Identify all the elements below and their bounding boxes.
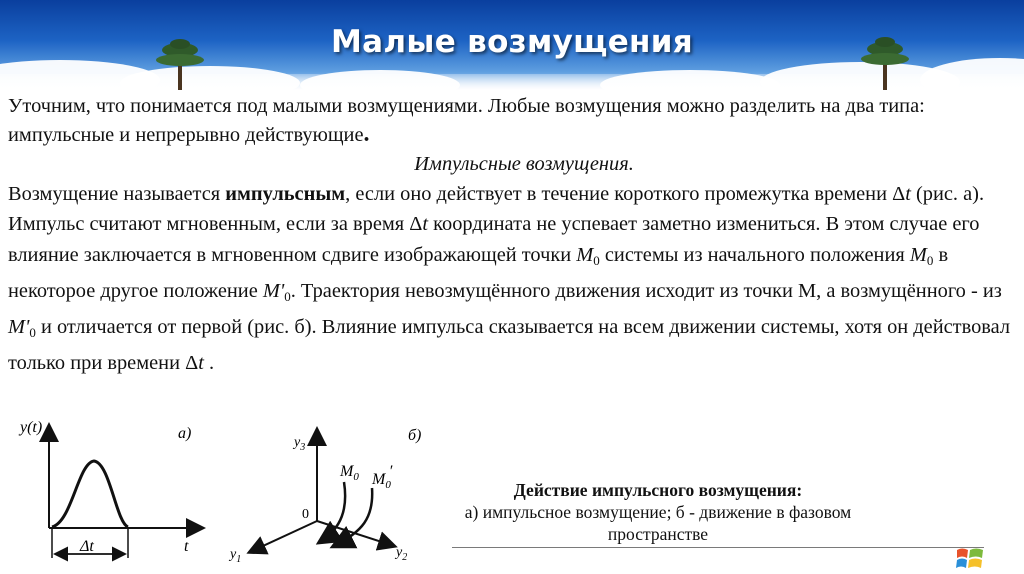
figure-b-phase-space xyxy=(222,418,442,568)
x-axis-label: t xyxy=(184,538,189,555)
axis-y3-label: $y_3$ xyxy=(294,435,306,453)
header-banner xyxy=(0,0,1024,90)
point-m0-prime-label: $M_0'$ xyxy=(372,463,393,491)
footer-divider xyxy=(452,547,984,548)
caption-title: Действие импульсного возмущения: xyxy=(513,480,803,500)
y-axis-label: y(t) xyxy=(20,419,43,436)
figure-b-label: б) xyxy=(408,427,422,444)
section-heading: Импульсные возмущения. xyxy=(414,153,634,175)
figure-a-label: а) xyxy=(178,425,192,442)
axis-y1-label: $y_1$ xyxy=(230,547,242,565)
figure-caption xyxy=(436,479,880,545)
point-m0-label: $M_0$ xyxy=(340,463,359,483)
unperturbed-trajectory xyxy=(320,482,345,542)
windows-logo-icon xyxy=(955,546,985,572)
impulse-paragraph: Возмущение называется импульсным, если оно действует в течение короткого промежутка времени Δt (рис. а). Импульс считают мгновенным, если за время Δt координата не успевает заметно измениться. В этом случае его влияние заключается в мгновенном сдвиге изображающей точки $M_0$ системы из начального положения $M_0$ в некоторое другое положение $M'_0$. Траектория невозмущённого движения исходит из точки М, а возмущённого - из $M'_0$ и отличается от первой (рис. б). Влияние импульса сказывается на всем движении системы, хотя он действовал только при времени Δt . xyxy=(8,183,1011,375)
origin-label: 0 xyxy=(302,507,309,522)
intro-paragraph: Уточним, что понимается под малыми возмущениями. Любые возмущения можно разделить на два типа: импульсные и непрерывно действующие. xyxy=(8,95,925,147)
caption-text: а) импульсное возмущение; б - движение в фазовом пространстве xyxy=(464,502,852,544)
interval-label: Δt xyxy=(80,538,94,555)
axis-y2-label: $y_2$ xyxy=(396,545,408,563)
impulse-curve xyxy=(52,461,128,527)
figure-a-impulse-plot xyxy=(14,418,214,568)
slide-body xyxy=(8,92,1020,378)
slide-title: Малые возмущения xyxy=(331,24,693,60)
